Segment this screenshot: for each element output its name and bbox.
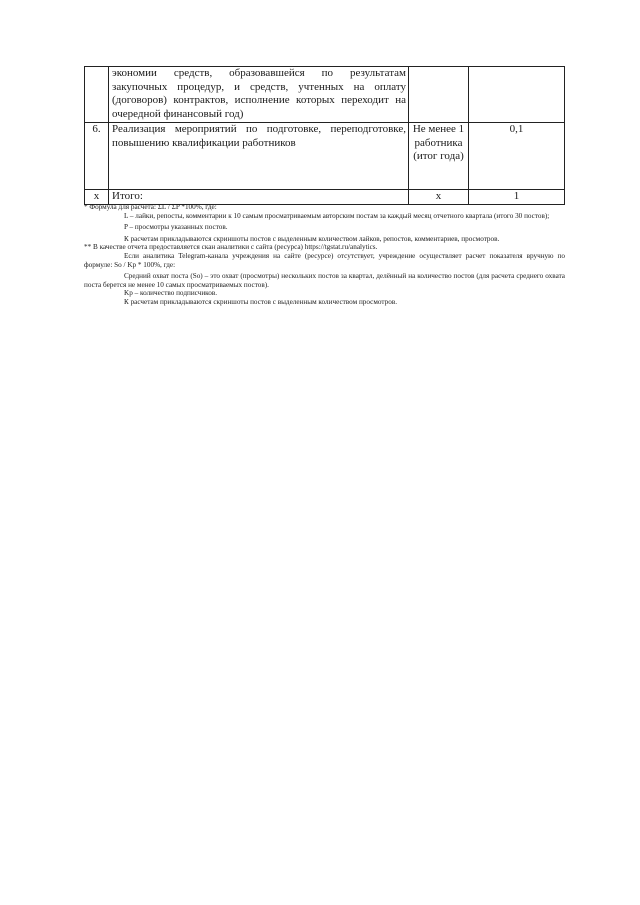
average-reach-definition: Средний охват поста (So) – это охват (просмотры) нескольких постов за квартал, делённый на количество постов (для расчета среднего охвата поста берется не менее 10 самых просматриваемых постов). [84, 272, 565, 289]
row-number-cell: 6. [85, 123, 109, 190]
table-row [85, 67, 565, 123]
row-value-cell [469, 67, 565, 123]
row-description-cell: Реализация мероприятий по подготовке, переподготовке, повышению квалификации работников [109, 123, 409, 190]
row-unit-cell: Не менее 1 работника (итог года) [409, 123, 469, 190]
row-number-cell: x [85, 190, 109, 205]
screenshots-views-note: К расчетам прикладываются скриншоты постов с выделенным количеством просмотров. [124, 297, 398, 306]
formula-title: * Формула для расчета: ΣL / ΣP *100%, где: [84, 203, 217, 211]
likes-definition: L – лайки, репосты, комментарии к 10 самым просматриваемым авторским постам за каждый месяц отчетного квартала (итого 30 постов); [124, 211, 550, 220]
row-description-cell: экономии средств, образовавшейся по результатам закупочных процедур, и средств, учтенных на оплату (договоров) контрактов, исполнение которых переходит на очередной финансовый год) [109, 67, 409, 123]
views-definition: P – просмотры указанных постов. [124, 223, 228, 232]
row-value-cell: 1 [469, 190, 565, 205]
indicators-table [84, 66, 565, 205]
row-unit-cell [409, 67, 469, 123]
report-note: ** В качестве отчета предоставляется скан аналитики с сайта (ресурса) https://tgstat.ru/analytics. [84, 243, 378, 252]
telegram-note: Если аналитика Telegram-канала учреждения на сайте (ресурсе) отсутствует, учреждение осуществляет расчет показателя вручную по формуле: So / Kp * 100%, где: [84, 251, 565, 269]
table-row [85, 123, 565, 190]
row-description-cell: Итого: [109, 190, 409, 205]
row-unit-cell: x [409, 190, 469, 205]
screenshots-note: К расчетам прикладываются скриншоты постов с выделенным количеством лайков, репостов, комментариев, просмотров. [124, 234, 500, 243]
table-row [85, 190, 565, 205]
row-value-cell: 0,1 [469, 123, 565, 190]
row-number-cell [85, 67, 109, 123]
footnotes [84, 203, 565, 307]
subscribers-definition: Kp – количество подписчиков. [124, 289, 218, 298]
